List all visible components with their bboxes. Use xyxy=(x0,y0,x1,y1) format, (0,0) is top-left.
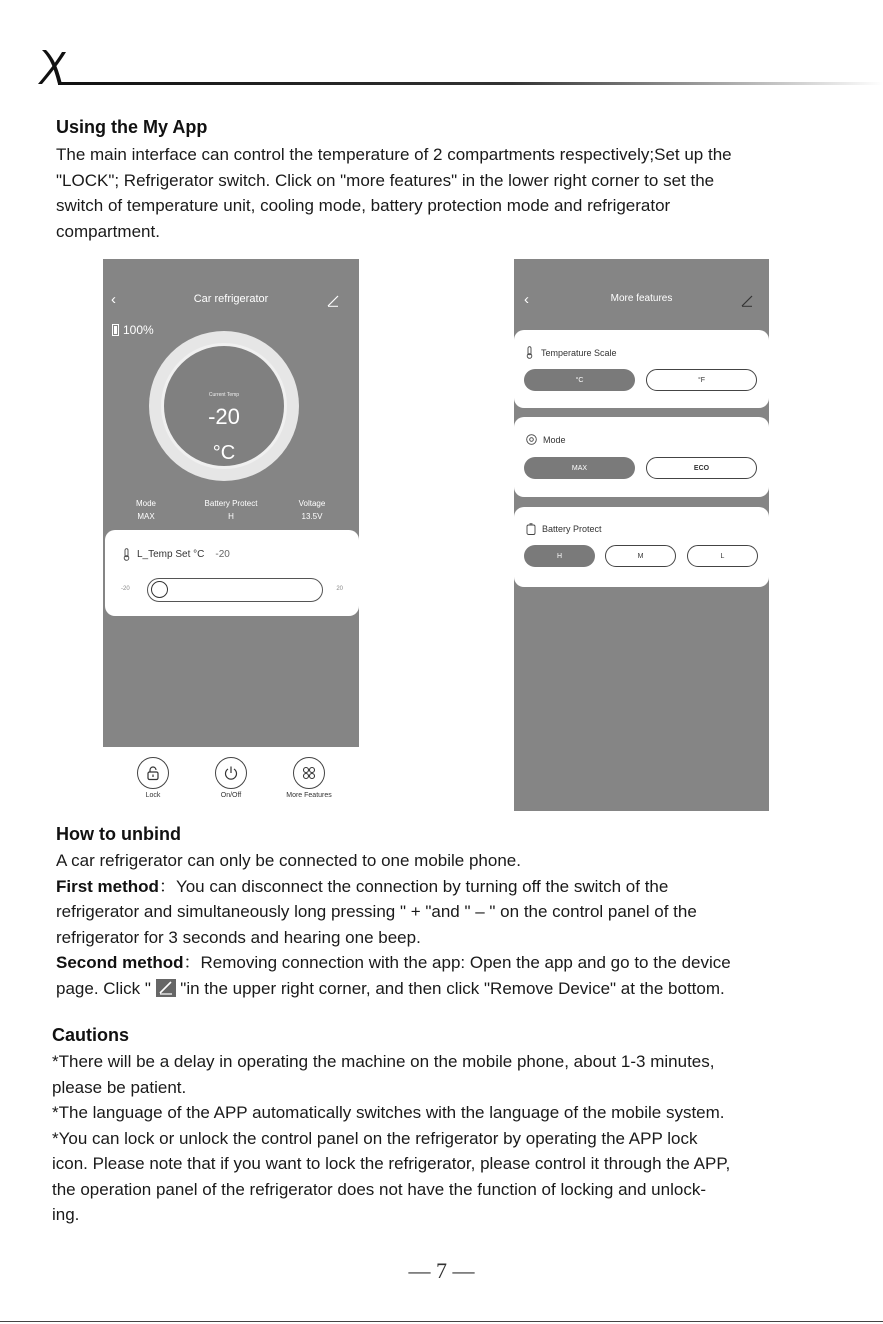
page-number: — 7 — xyxy=(408,1258,475,1283)
brand-logo xyxy=(36,48,76,86)
lock-icon xyxy=(145,765,161,781)
stat-label: Battery Protect xyxy=(204,499,258,508)
thermometer-icon xyxy=(123,548,132,561)
max-mode-option[interactable]: MAX xyxy=(524,457,635,479)
mode-row xyxy=(526,434,566,445)
paragraph-line: refrigerator for 3 seconds and hearing one beep. xyxy=(56,927,421,947)
paragraph-line: *You can lock or unlock the control panel on the refrigerator by operating the APP lock xyxy=(52,1128,698,1148)
paragraph-line: ：Removing connection with the app: Open the app and go to the device xyxy=(183,953,731,972)
paragraph-line: ：You can disconnect the connection by turning off the switch of the xyxy=(158,876,669,896)
current-temp-label: Current Temp xyxy=(208,392,240,398)
paragraph-text: page. Click " xyxy=(56,978,156,998)
temperature-scale-label: Temperature Scale xyxy=(541,347,617,358)
screen-title: Car refrigerator xyxy=(193,293,269,305)
protect-high-option[interactable]: H xyxy=(524,545,595,567)
celsius-option[interactable]: °C xyxy=(524,369,635,391)
edit-icon[interactable] xyxy=(741,295,753,307)
first-method-line xyxy=(56,874,731,900)
battery-level: 100% xyxy=(123,323,154,337)
paragraph-line: *There will be a delay in operating the machine on the mobile phone, about 1-3 minutes, xyxy=(52,1052,715,1071)
cautions-paragraph xyxy=(52,1049,730,1228)
temp-set-label: L_Temp Set °C xyxy=(137,549,205,560)
slider-knob[interactable] xyxy=(151,581,168,598)
stat-mode xyxy=(111,497,181,523)
power-icon xyxy=(223,765,239,781)
protect-medium-option[interactable]: M xyxy=(605,545,676,567)
second-method-line-2 xyxy=(56,976,731,1002)
battery-icon xyxy=(112,324,119,336)
paragraph-line: the operation panel of the refrigerator does not have the function of locking and unlock- xyxy=(52,1179,706,1199)
second-method-line xyxy=(56,950,731,976)
paragraph-line: icon. Please note that if you want to lock the refrigerator, please control it through the APP, xyxy=(52,1154,731,1173)
paragraph-line: compartment. xyxy=(56,221,160,241)
screen-title: More features xyxy=(610,293,673,304)
temp-set-value: -20 xyxy=(215,549,230,560)
more-features-button[interactable] xyxy=(293,757,325,789)
second-method-label: Second method xyxy=(56,953,184,972)
paragraph-line: please be patient. xyxy=(52,1077,187,1097)
stat-voltage xyxy=(277,497,347,523)
fahrenheit-option[interactable]: °F xyxy=(646,369,757,391)
section-title-cautions: Cautions xyxy=(52,1025,130,1045)
current-temp-value: -20 xyxy=(208,404,240,429)
paragraph-line: "LOCK"; Refrigerator switch. Click on "more features" in the lower right corner to set the xyxy=(56,170,715,190)
protect-low-option[interactable]: L xyxy=(687,545,758,567)
first-method-label: First method xyxy=(56,876,159,896)
stat-value: MAX xyxy=(137,512,155,521)
temperature-scale-card xyxy=(514,330,769,408)
paragraph-line: refrigerator and simultaneously long pressing " + "and " – " on the control panel of the xyxy=(56,902,697,921)
battery-protect-label: Battery Protect xyxy=(542,524,602,534)
temp-set-card xyxy=(105,530,359,616)
stat-battery-protect xyxy=(196,497,266,523)
section-title-unbind: How to unbind xyxy=(56,824,181,844)
temp-set-row xyxy=(123,548,230,561)
mode-icon xyxy=(526,434,537,445)
paragraph-line: The main interface can control the temperature of 2 compartments respectively;Set up the xyxy=(56,145,732,164)
back-icon[interactable]: ‹ xyxy=(524,291,529,308)
paragraph-line: A car refrigerator can only be connected to one mobile phone. xyxy=(56,851,521,870)
paragraph-line: switch of temperature unit, cooling mode, battery protection mode and refrigerator xyxy=(56,196,671,215)
stat-label: Mode xyxy=(135,499,156,508)
power-button[interactable] xyxy=(215,757,247,789)
temp-slider[interactable] xyxy=(147,578,323,602)
temperature-scale-row xyxy=(526,346,617,359)
temperature-dial-center xyxy=(161,343,287,469)
mode-label: Mode xyxy=(543,434,566,445)
grid-icon xyxy=(301,765,317,781)
paragraph-line: ing. xyxy=(52,1205,80,1224)
battery-indicator xyxy=(112,323,154,337)
battery-protect-row xyxy=(526,523,602,535)
temperature-dial xyxy=(149,331,299,481)
footer-rule xyxy=(0,1321,883,1322)
unbind-paragraph xyxy=(56,848,731,1001)
stat-label: Voltage xyxy=(298,499,326,508)
lock-label: Lock xyxy=(145,792,161,799)
battery-icon xyxy=(526,523,536,535)
edit-icon xyxy=(156,979,176,997)
phone-screen-more-features xyxy=(514,259,769,811)
more-features-label: More Features xyxy=(286,792,332,799)
battery-protect-card xyxy=(514,507,769,587)
slider-min-label: -20 xyxy=(121,586,130,592)
thermometer-icon xyxy=(526,346,535,359)
power-label: On/Off xyxy=(220,792,242,799)
lock-button[interactable] xyxy=(137,757,169,789)
phone-screen-main xyxy=(103,259,359,747)
edit-icon[interactable] xyxy=(327,295,339,307)
back-icon[interactable]: ‹ xyxy=(111,291,116,308)
section-title-using-app: Using the My App xyxy=(56,117,208,137)
stat-value: 13.5V xyxy=(301,512,323,521)
slider-max-label: 20 xyxy=(336,586,343,592)
header-rule xyxy=(58,82,883,85)
stat-value: H xyxy=(228,512,234,521)
paragraph-text: "in the upper right corner, and then click "Remove Device" at the bottom. xyxy=(175,978,725,998)
using-app-paragraph xyxy=(56,142,732,244)
eco-mode-option[interactable]: ECO xyxy=(646,457,757,479)
temp-unit: °C xyxy=(212,442,236,464)
paragraph-line: *The language of the APP automatically switches with the language of the mobile system. xyxy=(52,1103,725,1122)
mode-card xyxy=(514,417,769,497)
